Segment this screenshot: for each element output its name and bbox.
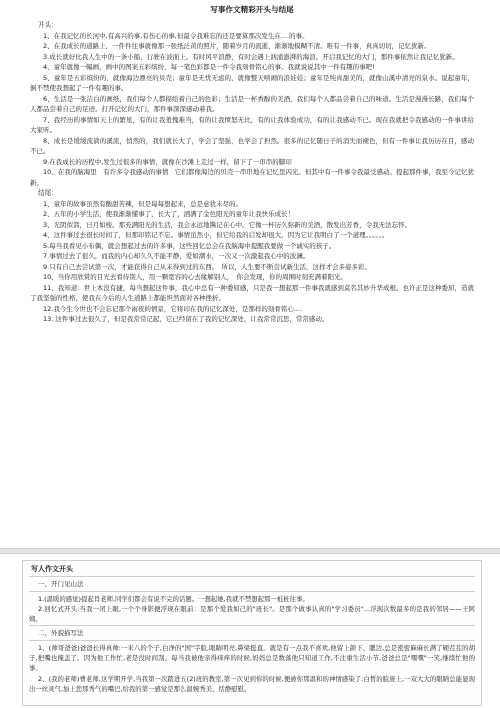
opening-item: 7、我经历的事情如天上的繁星，有的让我羞愧难当，有的让我愤怒无比，有的让我体验成功，有的让我感动不已。现在我就把令我感动的一件事讲给大家听。 <box>30 115 474 134</box>
divider <box>29 625 475 626</box>
page-title: 写事作文精彩开头与结尾 <box>210 5 294 14</box>
ending-item: 11、我知道：世上本没有捷，每当想起这件事，我心中总有一种委屈感，只是我一想起那一件事我就感到莫名其妙升华成根。也许正是这种委屈，造就了我坚强的性格，使我在今后的人生道路上都能坦然面对各种挫折。 <box>30 283 474 302</box>
ending-item: 2、五年的小学生活，使我渐渐懂事了，长大了，洒满了金色阳光的童年让我快乐成长！ <box>43 210 295 218</box>
ending-label: 结尾： <box>38 189 58 197</box>
ending-item: 7.事情过去了很久，而我的内心却久久不能平静，爱如潮水，一次又一次激起我心中的波澜。 <box>43 252 310 260</box>
opening-item: 10、在我的脑海里 有许多令我感动的事情 它们都像海边的贝壳一串串地在记忆里闪光。但其中有一件事令我最受感动。提起那件事，我至今记忆犹新。 <box>30 168 474 187</box>
page-divider <box>0 548 500 554</box>
guide-item: 2、(我的老师)曹老师,这学期开学,当我第一次踏进五(2)班的教室,第一次见到你的时候,便被你那温和的神情感染了:白皙的脸庞上,一双大大的眼睛总能显现出一丝灵气,加上您那秀气的嘴巴,给我的第一感觉是那么温婉秀美、恬静慰慰。 <box>29 674 475 694</box>
guide-item: 2.回忆式开头:当我一闭上眼,一个个身影便浮现在眼前：是那个爱我如己的"班长"。是那个做事认真的"学习委员"...浮现次数最多的是我的邻居——王阿姨。 <box>29 604 475 624</box>
ending-item: 3、光阴似箭，日月如梭。那充满阳光的生活，我会永远地镌记在心中。它像一杯历久弥新的美酒，散发出芳香，令我无法忘怀。 <box>43 220 412 229</box>
endings-list <box>30 199 474 325</box>
main-document <box>30 4 474 325</box>
opening-item: 2、在我成长的道路上，一件件往事就像那一张纸泛黄的照片，随着岁月的流逝，渐渐地模糊不清。唯有一件事，真真切切，记忆犹新。 <box>43 42 431 50</box>
opening-item: 8、成长是缓缓流淌的溪流，悄然的，我们就长大了，学会了坚强，也学会了担然。很多的记忆随日子的消失而褪色，但有一件事让我历历在目，感动不已。 <box>30 136 474 155</box>
openings-list <box>30 31 474 189</box>
section-heading: 二、外貌描写法 <box>38 629 84 638</box>
opening-label: 开头： <box>38 21 58 29</box>
divider <box>29 576 475 577</box>
ending-item: 5.每当我看见小布偶，就会想起过去的许多事，这些回忆总会在我脑海中提醒我要做一个诚实的孩子。 <box>43 241 336 250</box>
section-heading: 一、开门见山法 <box>38 580 84 588</box>
ending-item: 13. 这件事过去很久了，但是我常常记起，它已经留在了我的记忆深处，让我常常沉思，常常感动。 <box>43 315 329 323</box>
opening-item: 5、童年是五彩缤纷的，就像海边漂亮的贝壳；童年是无忧无虑的，就像整天嘻闹的浪娃娃；童年是纯真甜美的，就像山溪中清亮的泉水。说起童年，倒不禁使我想起了一件有趣的事。 <box>30 73 474 92</box>
guide-item: 1、(帅哥爸爸)爸爸长得真帅:一米八的个子,白净的"国"字脸,眼睛明亮,鼻梁挺直。就是有一点我不喜欢,他留上颌下、腮边,总是密密麻麻长满了硬茬茬的胡子,把嘴也掩盖了。因为他工作忙,老是没时间刮。每当我被他亲得痒痒的时候,妈妈总是数落他只知道工作,不注重生活小节,爸爸总是"嘿嘿"一笑,继续忙他的事。 <box>29 643 475 673</box>
divider <box>29 591 475 592</box>
opening-item: 1、在我记忆的长河中,有高兴的事,有伤心的事,但最令我难忘的还是要算那次发生在....的事。 <box>43 31 309 40</box>
guide-title: 写人作文开头 <box>31 565 73 573</box>
guide-item: 1.(温暖的感觉)提起肖老师,同学们都会有说不完的话题。一想起她,我就不禁想起那一桩桩往事。 <box>38 594 309 603</box>
divider <box>29 640 475 641</box>
opening-item: 3.成长就好比我人生中的一条小船，行驶在波面上。有时风平浪静，有时会遇上汹涌澎湃的海浪。开启我记忆的大门，那件事依然让我记忆犹新。 <box>43 52 459 61</box>
opening-item: 4、童年就像一幅画，画中的图案五彩缤纷，每一笔色彩都是一件令我刻骨铭心的事。我就说说其中一件有趣的事吧! <box>43 63 375 71</box>
writing-guide-panel <box>22 560 482 706</box>
ending-item: 1、童年的故事虽然有酸甜苦辣，但是每每想起来，总是意犹未尽的。 <box>43 199 243 208</box>
ending-item: 10、当你用欣赏的目光去看待别人，用一颗宽容的心去缘解别人， 你会发现，你的周围时刻充满着阳光。 <box>43 273 348 281</box>
ending-item: 4、这件事过去很长时间了，但那印铭记不忘。事情虽然小，但它给我的启发却很大，因为它让我明白了一个道理。。。。。。 <box>43 231 389 239</box>
ending-item: 9.只有自己去尝试第一次，才能获得自己从未得到过的东西。 所以，人生要不断尝试新生活，这样才会多姿多彩。 <box>43 262 371 271</box>
ending-item: 12.我今生今世也不会忘记那个雨夜的情景，它将印在我的记忆深处，是那样的刻骨铭心.... <box>43 304 303 313</box>
opening-item: 9.在我成长的历程中,发生过很多的事情，就像在沙滩上走过一样，留下了一串串的脚印 <box>43 157 292 166</box>
opening-item: 6、生活是一张洁白的画纸，我们每个人都描绘着自己的色彩；生活是一杯香醇的美酒，我们每个人都品尝着自己的味道。生活是漫漫长路，我们每个人都品尝着自己的足迹。打开记忆的大门，那件事深深感动着我。 <box>30 94 474 113</box>
